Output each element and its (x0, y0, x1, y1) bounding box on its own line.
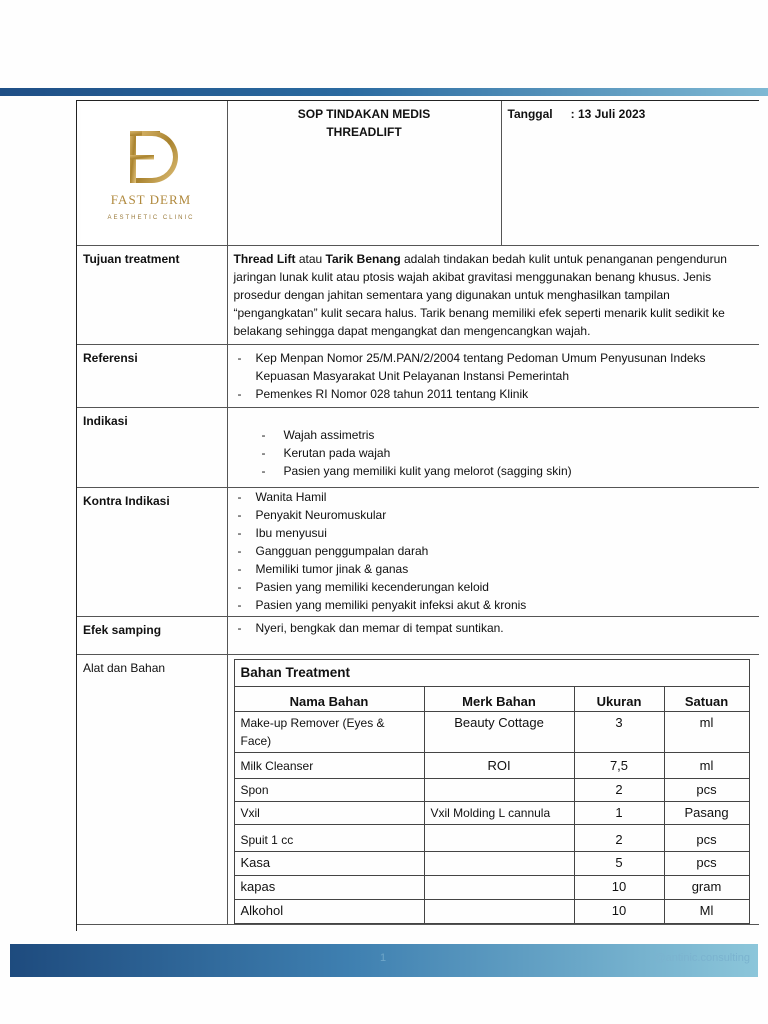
list-item: - Wajah assimetris (256, 426, 759, 444)
header-row (77, 101, 759, 246)
tujuan-text (227, 246, 759, 345)
efek-row (77, 617, 759, 655)
sop-title: SOP TINDAKAN MEDIS (297, 107, 431, 121)
cell-merk (424, 876, 574, 900)
cell-ukuran: 7,5 (574, 753, 664, 779)
referensi-list (228, 349, 759, 403)
sop-document (76, 100, 759, 931)
efek-content (227, 617, 759, 655)
cell-nama: Alkohol (234, 900, 424, 924)
cell-nama: kapas (234, 876, 424, 900)
cell-ukuran: 5 (574, 852, 664, 876)
table-row (234, 900, 749, 924)
tujuan-row (77, 246, 759, 345)
list-item: - Pasien yang memiliki kecenderungan keloid (228, 578, 759, 596)
cell-nama: Spon (234, 779, 424, 802)
cell-nama: Spuit 1 cc (234, 825, 424, 852)
referensi-row (77, 345, 759, 408)
alat-content (227, 655, 759, 925)
list-item: - Memiliki tumor jinak & ganas (228, 560, 759, 578)
indikasi-label: Indikasi (77, 408, 227, 488)
list-item: - Nyeri, bengkak dan memar di tempat suntikan. (228, 619, 759, 637)
list-item: - Kerutan pada wajah (256, 444, 759, 462)
list-item: - Pemenkes RI Nomor 028 tahun 2011 tentang Klinik (228, 385, 759, 403)
indikasi-row (77, 408, 759, 488)
logo-tagline: AESTHETIC CLINIC (107, 215, 195, 221)
term-thread-lift: Thread Lift (233, 252, 296, 266)
cell-ukuran: 2 (574, 825, 664, 852)
referensi-content (227, 345, 759, 408)
cell-merk: ROI (424, 753, 574, 779)
cell-nama: Milk Cleanser (234, 753, 424, 779)
table-row (234, 712, 749, 753)
kontra-content (227, 488, 759, 617)
indikasi-list (256, 426, 759, 480)
clinic-logo (81, 105, 221, 245)
date-cell (501, 101, 759, 246)
cell-satuan: ml (664, 753, 749, 779)
col-ukuran: Ukuran (574, 687, 664, 712)
logo-cell (77, 101, 227, 246)
cell-ukuran: 10 (574, 900, 664, 924)
cell-nama: Kasa (234, 852, 424, 876)
cell-satuan: ml (664, 712, 749, 753)
date-label: Tanggal (507, 107, 553, 121)
sop-subtitle: THREADLIFT (326, 125, 402, 139)
cell-nama: Make-up Remover (Eyes & Face) (234, 712, 424, 753)
page-number: 1 (380, 952, 387, 964)
cell-satuan: Ml (664, 900, 749, 924)
alat-label: Alat dan Bahan (77, 655, 227, 925)
cell-merk: Vxil Molding L cannula (424, 802, 574, 825)
bahan-header-row (234, 687, 749, 712)
kontra-row (77, 488, 759, 617)
title-cell (227, 101, 501, 246)
table-row (234, 852, 749, 876)
cell-merk (424, 900, 574, 924)
list-item: - Gangguan penggumpalan darah (228, 542, 759, 560)
tujuan-description: adalah tindakan bedah kulit untuk penanganan pengendurun jaringan lunak kulit atau ptosis wajah akibat gravitasi menggunakan benang khusus. Jenis prosedur dengan jahitan sementara yang digunakan untuk menghasilkan tampilan “pengangkatan” kulit secara halus. Tarik benang memiliki efek seperti menarik kulit sedikit ke belakang sehingga dapat mengangkat dan mengencangkan wajah. (233, 252, 727, 338)
col-merk-bahan: Merk Bahan (424, 687, 574, 712)
watermark-handle: @antinic.consulting (654, 952, 750, 964)
table-row (234, 876, 749, 900)
tujuan-connector: atau (295, 252, 326, 266)
table-row (234, 825, 749, 852)
indikasi-content (227, 408, 759, 488)
logo-name: FAST DERM (110, 192, 192, 207)
kontra-list (228, 488, 759, 614)
table-row (234, 753, 749, 779)
footer-band (10, 944, 758, 977)
efek-list (228, 619, 759, 637)
cell-ukuran: 10 (574, 876, 664, 900)
cell-satuan: pcs (664, 779, 749, 802)
top-stripe (0, 88, 768, 96)
date-value: : 13 Juli 2023 (570, 107, 646, 121)
cell-merk (424, 779, 574, 802)
cell-merk (424, 852, 574, 876)
sop-table (77, 101, 759, 925)
cell-merk: Beauty Cottage (424, 712, 574, 753)
cell-merk (424, 825, 574, 852)
list-item: - Wanita Hamil (228, 488, 759, 506)
cell-satuan: pcs (664, 852, 749, 876)
bahan-caption: Bahan Treatment (234, 660, 749, 687)
list-item: - Pasien yang memiliki kulit yang melorot (sagging skin) (256, 462, 759, 480)
cell-satuan: gram (664, 876, 749, 900)
table-row (234, 802, 749, 825)
list-item: - Ibu menyusui (228, 524, 759, 542)
cell-satuan: Pasang (664, 802, 749, 825)
cell-nama: Vxil (234, 802, 424, 825)
list-item: - Pasien yang memiliki penyakit infeksi akut & kronis (228, 596, 759, 614)
cell-ukuran: 1 (574, 802, 664, 825)
cell-ukuran: 3 (574, 712, 664, 753)
fd-monogram-icon (116, 123, 186, 189)
term-tarik-benang: Tarik Benang (325, 252, 401, 266)
cell-ukuran: 2 (574, 779, 664, 802)
efek-label: Efek samping (77, 617, 227, 655)
table-row (234, 779, 749, 802)
tujuan-label: Tujuan treatment (77, 246, 227, 345)
cell-satuan: pcs (664, 825, 749, 852)
list-item: - Kep Menpan Nomor 25/M.PAN/2/2004 tentang Pedoman Umum Penyusunan Indeks Kepuasan Masyarakat Unit Pelayanan Instansi Pemerintah (228, 349, 759, 385)
list-item: - Penyakit Neuromuskular (228, 506, 759, 524)
col-satuan: Satuan (664, 687, 749, 712)
kontra-label: Kontra Indikasi (77, 488, 227, 617)
referensi-label: Referensi (77, 345, 227, 408)
col-nama-bahan: Nama Bahan (234, 687, 424, 712)
alat-row (77, 655, 759, 925)
bahan-table (234, 659, 750, 924)
